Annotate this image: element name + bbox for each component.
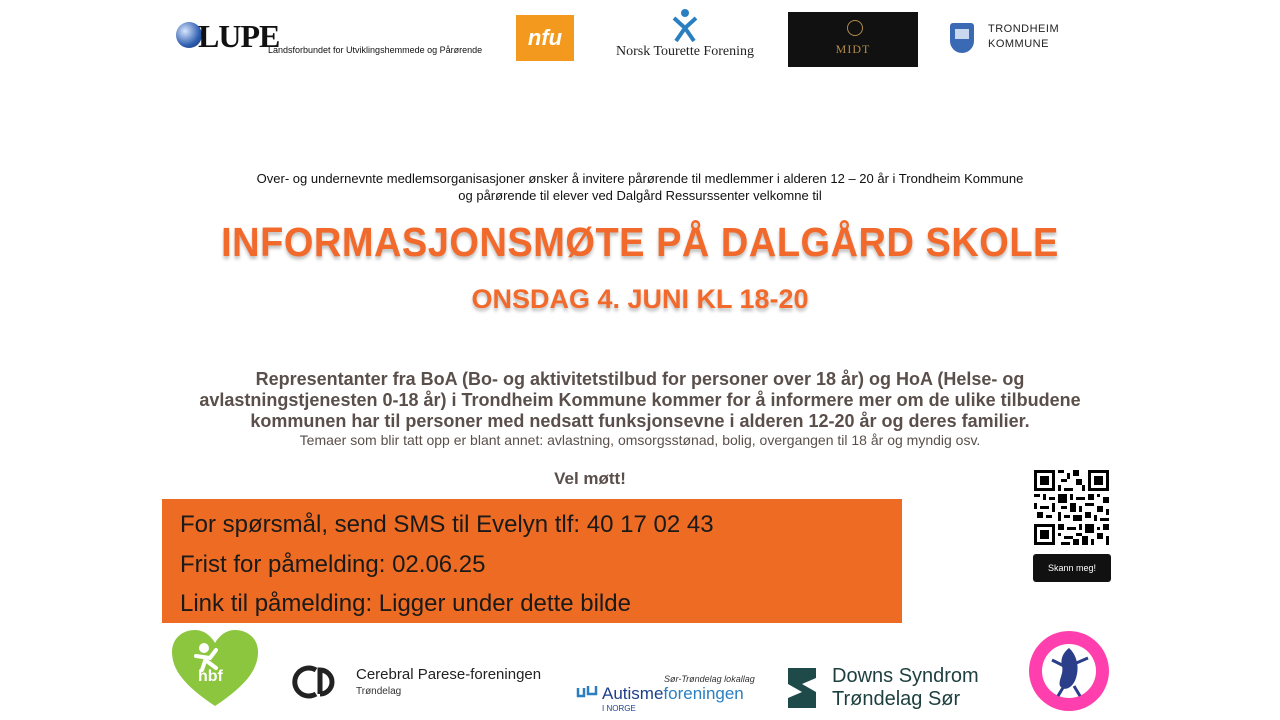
tourette-name: Norsk Tourette Forening bbox=[616, 44, 754, 59]
cp-mark-icon bbox=[290, 664, 350, 700]
contact-link: Link til påmelding: Ligger under dette bilde bbox=[180, 590, 631, 617]
kultursenter-badge-icon bbox=[1028, 630, 1110, 712]
nfu-logo: nfu bbox=[516, 15, 574, 61]
kultursenter-logo bbox=[1028, 630, 1110, 712]
autism-mark-icon bbox=[576, 684, 602, 702]
aut-name-a: Autisme bbox=[602, 684, 664, 703]
ds-line1: Downs Syndrom bbox=[832, 665, 979, 687]
trondheim-kommune-logo bbox=[950, 20, 1070, 60]
cerebral-parese-logo bbox=[290, 660, 560, 704]
intro-text bbox=[180, 170, 1100, 204]
body-topics: Temaer som blir tatt opp er blant annet: avlastning, omsorgsstønad, bolig, overgangen til 18 år og myndig osv. bbox=[299, 432, 981, 448]
lupe-name: LUPE bbox=[198, 18, 280, 54]
hbf-logo bbox=[170, 628, 260, 708]
contact-sms: For spørsmål, send SMS til Evelyn tlf: 40 17 02 43 bbox=[180, 511, 714, 538]
qr-code-icon[interactable] bbox=[1034, 470, 1109, 545]
page-title: INFORMASJONSMØTE PÅ DALGÅRD SKOLE bbox=[221, 220, 1059, 266]
ds-mark-icon bbox=[782, 664, 824, 712]
midt-emblem-icon bbox=[847, 20, 863, 36]
hbf-name: hbf bbox=[198, 668, 223, 685]
intro-line2: og pårørende til elever ved Dalgård Ressurssenter velkomne til bbox=[458, 188, 822, 203]
welcome-text: Vel møtt! bbox=[554, 469, 626, 488]
aut-sub: I NORGE bbox=[602, 704, 636, 713]
scan-me-button[interactable]: Skann meg! bbox=[1033, 554, 1111, 582]
lupe-logo bbox=[176, 16, 496, 60]
aut-name-b: foreningen bbox=[663, 684, 744, 703]
tourette-figure-icon bbox=[668, 8, 702, 42]
midt-logo bbox=[788, 12, 918, 67]
cp-name: Cerebral Parese-foreningen bbox=[356, 666, 542, 683]
tk-line1: TRONDHEIM bbox=[988, 23, 1060, 35]
tourette-logo bbox=[610, 8, 760, 64]
aut-region: Sør-Trøndelag lokallag bbox=[664, 674, 755, 684]
contact-box bbox=[162, 499, 902, 623]
downs-syndrom-logo bbox=[782, 662, 992, 712]
contact-deadline: Frist for påmelding: 02.06.25 bbox=[180, 551, 486, 578]
ds-line2: Trøndelag Sør bbox=[832, 688, 961, 710]
midt-name: MIDT bbox=[835, 42, 871, 56]
lupe-subtitle: Landsforbundet for Utviklingshemmede og Pårørende bbox=[268, 45, 483, 55]
tk-line2: KOMMUNE bbox=[988, 38, 1049, 50]
coat-of-arms-icon bbox=[950, 23, 974, 53]
intro-line1: Over- og undernevnte medlemsorganisasjoner ønsker å invitere pårørende til medlemmer i alderen 12 – 20 år i Trondheim Kommune bbox=[256, 171, 1024, 186]
autismeforeningen-logo bbox=[576, 670, 756, 714]
body-description: Representanter fra BoA (Bo- og aktivitetstilbud for personer over 18 år) og HoA (Helse- og avlastningstjenesten 0-18 år) i Trondheim Kommune kommer for å informere mer om de ulike tilbudene kommunen har til personer med nedsatt funksjonsevne i alderen 12-20 år og deres familier. bbox=[199, 369, 1081, 431]
cp-region: Trøndelag bbox=[356, 686, 402, 697]
event-date: ONSDAG 4. JUNI KL 18-20 bbox=[471, 284, 809, 314]
